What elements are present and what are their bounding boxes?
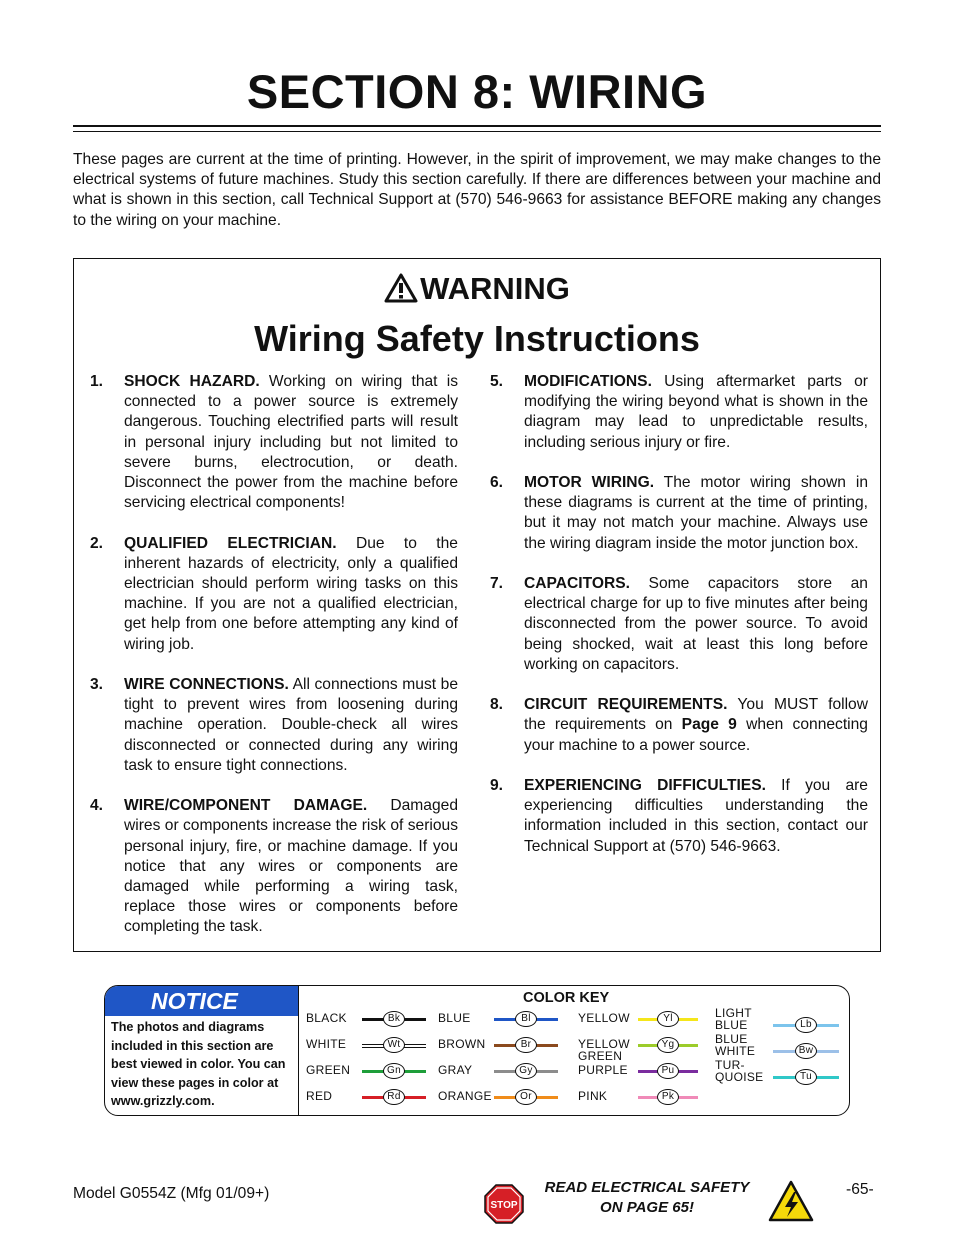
color-code-badge: Bl: [515, 1011, 537, 1027]
instruction-title: SHOCK HAZARD.: [124, 373, 260, 390]
page-reference: Page 9: [681, 716, 737, 734]
instruction-item: [90, 675, 458, 776]
color-code-badge: Bw: [795, 1043, 817, 1059]
stop-sign-text: STOP: [490, 1200, 518, 1211]
color-code-badge: Gy: [515, 1063, 537, 1079]
instruction-title: WIRE/COMPONENT DAMAGE.: [124, 797, 368, 815]
color-code-badge: Yl: [657, 1011, 679, 1027]
instruction-text: [124, 372, 458, 513]
color-key-entry: [578, 1064, 706, 1090]
instruction-body: Due to the inherent hazards of electricity, only a qualified electrician should perform wiring tasks on this machine. If you are not a qualified electrician, get help from one before attempting any kind of wiring job.: [124, 534, 458, 653]
instruction-title: CAPACITORS.: [524, 575, 630, 592]
instruction-item: [490, 574, 868, 675]
page-number: -65-: [846, 1181, 874, 1198]
notice-panel: [104, 985, 850, 1116]
stop-sign-icon: [484, 1184, 524, 1229]
instruction-text: [524, 574, 868, 675]
color-key-label: GRAY: [438, 1063, 473, 1077]
color-code-badge: Bk: [383, 1011, 405, 1027]
color-key-entry: [306, 1012, 434, 1038]
instruction-text: [124, 796, 458, 937]
instruction-number: 9.: [490, 777, 504, 794]
color-key-entry: [438, 1012, 566, 1038]
color-key-entry: [438, 1038, 566, 1064]
instruction-item: [90, 796, 458, 937]
warning-box: [73, 258, 881, 952]
instruction-number: 8.: [490, 696, 504, 714]
color-code-badge: Pu: [657, 1063, 679, 1079]
instruction-title: MODIFICATIONS.: [524, 373, 652, 390]
instruction-item: [90, 372, 458, 513]
instruction-text: [524, 372, 868, 453]
instruction-title: MOTOR WIRING.: [524, 474, 655, 491]
footer-note-line1: READ ELECTRICAL SAFETY: [544, 1179, 750, 1196]
instructions-column-left: [90, 372, 458, 958]
instruction-number: 3.: [90, 676, 104, 694]
color-key-entry: [578, 1090, 706, 1116]
instruction-title: EXPERIENCING DIFFICULTIES.: [524, 777, 766, 794]
color-key-label: WHITE: [306, 1037, 347, 1051]
instruction-body: If you are experiencing difficulties understanding the information included in this section, contact our Technical Support at (570) 546-9663.: [524, 777, 868, 855]
color-key-entry: [438, 1064, 566, 1090]
warning-triangle-icon: [384, 273, 418, 303]
instruction-item: [490, 372, 868, 453]
instruction-body: Some capacitors store an electrical charge for up to five minutes after being disconnected from the power source. To avoid being shocked, wait at least this long before working on capacitors.: [524, 575, 868, 673]
color-code-badge: Or: [515, 1089, 537, 1105]
instruction-text: [124, 675, 458, 776]
notice-body: The photos and diagrams included in this section are best viewed in color. You can view these pages in color at www.grizzly.com.: [111, 1020, 286, 1108]
instruction-title: WIRE CONNECTIONS.: [124, 676, 289, 694]
color-key-title: COLOR KEY: [523, 990, 610, 1006]
color-key-entry: [306, 1090, 434, 1116]
color-key-label: BLACK: [306, 1011, 347, 1025]
color-key-label: BLUE: [438, 1011, 471, 1025]
color-key-label: BROWN: [438, 1037, 486, 1051]
instruction-text: [524, 695, 868, 756]
instruction-title: CIRCUIT REQUIREMENTS.: [524, 696, 728, 714]
color-code-badge: Wt: [383, 1037, 405, 1053]
instruction-body: The motor wiring shown in these diagrams is current at the time of printing, but it may not match your machine. Always use the wiring diagram inside the motor junction box.: [524, 474, 868, 552]
color-key-label: LIGHT BLUE: [715, 1006, 752, 1032]
color-key-entry: [715, 1033, 847, 1059]
color-code-badge: Tu: [795, 1069, 817, 1085]
footer-note-line2: ON PAGE 65!: [600, 1199, 694, 1216]
instruction-text: [524, 473, 868, 554]
instruction-body: You MUST follow the requirements on: [524, 696, 868, 734]
color-key-entry: [715, 1059, 847, 1085]
instruction-body-cont: when connecting your machine to a power source.: [524, 716, 868, 754]
color-key-entry: [306, 1064, 434, 1090]
instruction-text: [124, 534, 458, 655]
color-key-entry: [306, 1038, 434, 1064]
instruction-body: All connections must be tight to prevent wires from loosening during machine operation. Double-check all wires disconnected or connected during any wiring task to ensure tight connections.: [124, 676, 458, 774]
electrical-hazard-icon: [768, 1180, 814, 1227]
instruction-title: QUALIFIED ELECTRICIAN.: [124, 534, 337, 552]
instruction-body: Using aftermarket parts or modifying the wiring beyond what is shown in the diagram may lead to unpredictable results, including serious injury or fire.: [524, 373, 868, 451]
color-key-label: PURPLE: [578, 1063, 628, 1077]
instruction-item: [490, 776, 868, 857]
color-code-badge: Rd: [383, 1089, 405, 1105]
instruction-body: Working on wiring that is connected to a power source is extremely dangerous. Touching electrified parts will result in personal injury including but not limited to severe burns, electrocution, or death. Disconnect the power from the machine before servicing electrical components!: [124, 373, 458, 512]
instruction-item: [490, 695, 868, 756]
footer-model: Model G0554Z (Mfg 01/09+): [73, 1185, 270, 1202]
color-key-entry: [715, 1007, 847, 1033]
instruction-item: [90, 534, 458, 655]
color-key-label: TUR-QUOISE: [715, 1058, 764, 1084]
instructions-column-right: [490, 372, 868, 877]
color-key-label: YELLOW GREEN: [578, 1037, 630, 1063]
color-key-label: BLUE WHITE: [715, 1032, 756, 1058]
color-key: [105, 986, 849, 1115]
title-rule: [73, 125, 881, 127]
color-key-label: YELLOW: [578, 1011, 630, 1025]
color-key-entry: [578, 1012, 706, 1038]
instruction-number: 4.: [90, 797, 104, 815]
instruction-body: Damaged wires or components increase the risk of serious personal injury, fire, or machine damage. If you notice that any wires or components are damaged while performing a wiring task, replace those wires or components before completing the task.: [124, 797, 458, 936]
color-code-badge: Gn: [383, 1063, 405, 1079]
instruction-number: 5.: [490, 373, 504, 390]
instruction-number: 7.: [490, 575, 504, 592]
footer-safety-note: [526, 1178, 768, 1218]
title-rule-thin: [73, 131, 881, 132]
color-code-badge: Yg: [657, 1037, 679, 1053]
color-code-badge: Pk: [657, 1089, 679, 1105]
color-key-label: PINK: [578, 1089, 608, 1103]
warning-label: WARNING: [420, 271, 570, 306]
instruction-number: 6.: [490, 474, 504, 491]
color-key-label: RED: [306, 1089, 333, 1103]
color-key-entry: [578, 1038, 706, 1064]
notice-header: NOTICE: [105, 986, 298, 1016]
intro-paragraph: These pages are current at the time of printing. However, in the spirit of improvement, we may make changes to the electrical systems of future machines. Study this section carefully. If there are differences between your machine and what is shown in this section, call Technical Support at (570) 546-9663 for assistance BEFORE making any changes to the wiring on your machine.: [73, 151, 881, 229]
color-key-label: ORANGE: [438, 1089, 492, 1103]
warning-subtitle: Wiring Safety Instructions: [254, 318, 700, 359]
color-code-badge: Lb: [795, 1017, 817, 1033]
page-title: SECTION 8: WIRING: [246, 65, 708, 118]
instruction-text: [524, 776, 868, 857]
color-code-badge: Br: [515, 1037, 537, 1053]
instruction-number: 1.: [90, 373, 104, 390]
instruction-item: [490, 473, 868, 554]
color-key-entry: [438, 1090, 566, 1116]
color-key-label: GREEN: [306, 1063, 351, 1077]
instruction-number: 2.: [90, 534, 104, 552]
warning-heading: [74, 269, 880, 309]
